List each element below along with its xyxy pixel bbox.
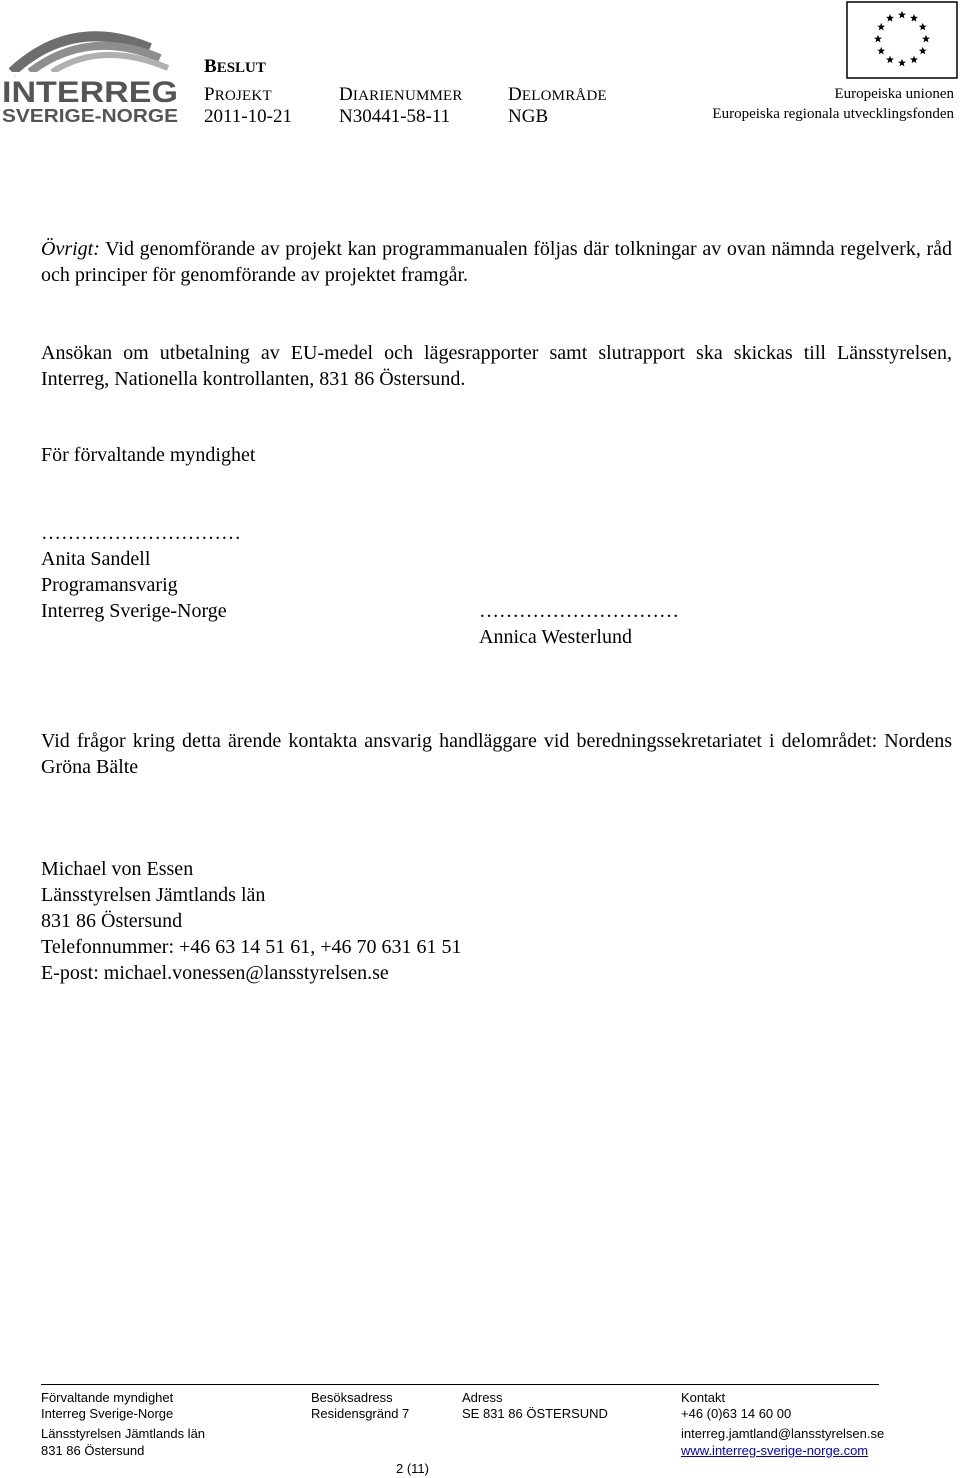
signer1-org: Interreg Sverige-Norge: [41, 600, 227, 622]
ansokan-paragraph: Ansökan om utbetalning av EU-medel och lägesrapporter samt slutrapport ska skickas till Länsstyrelsen, Interreg, Nationella kontrollanten, 831 86 Östersund.: [41, 342, 952, 390]
eu-line1: Europeiska unionen: [834, 86, 954, 102]
document-type: [204, 56, 266, 78]
contact-email: E-post: michael.vonessen@lansstyrelsen.se: [41, 962, 389, 984]
footer-col2-head: Besöksadress: [311, 1390, 393, 1405]
footer-website-link[interactable]: www.interreg-sverige-norge.com: [681, 1443, 869, 1458]
ovrigt-label: Övrigt:: [41, 238, 100, 260]
projekt-value: 2011-10-21: [204, 106, 292, 127]
signer2-name: Annica Westerlund: [479, 626, 632, 648]
contact-org: Länsstyrelsen Jämtlands län: [41, 884, 266, 906]
footer-col4-line2: interreg.jamtland@lansstyrelsen.se: [681, 1426, 885, 1441]
contact-name: Michael von Essen: [41, 858, 194, 880]
fragor-paragraph: Vid frågor kring detta ärende kontakta ansvarig handläggare vid beredningssekretariatet i delområdet: Nordens Gröna Bälte: [41, 730, 952, 778]
diarienummer-value: N30441-58-11: [339, 106, 451, 127]
delomrade-label: DELOMRÅDE: [508, 84, 607, 105]
signer1-name: Anita Sandell: [41, 548, 151, 570]
interreg-logo: [0, 8, 182, 126]
delomrade-value: NGB: [508, 106, 549, 127]
footer-col3-head: Adress: [462, 1390, 503, 1405]
for-myndighet: För förvaltande myndighet: [41, 444, 256, 466]
footer-col4-head: Kontakt: [681, 1390, 726, 1405]
footer-col1-line3: 831 86 Östersund: [41, 1443, 145, 1458]
footer-col3-line1: SE 831 86 ÖSTERSUND: [462, 1406, 608, 1421]
footer-col2-line1: Residensgränd 7: [311, 1406, 410, 1421]
eu-flag-icon: [846, 1, 958, 79]
ovrigt-text: Vid genomförande av projekt kan programmanualen följas där tolkningar av ovan nämnda regelverk, råd och principer för genomförande av projektet framgår.: [41, 238, 952, 286]
footer-col4-line3[interactable]: [681, 1443, 868, 1459]
projekt-label: PROJEKT: [204, 84, 272, 105]
document-type-text: BESLUT: [204, 56, 266, 77]
signer1-title: Programansvarig: [41, 574, 178, 596]
page-number: 2 (11): [396, 1461, 429, 1476]
diarienummer-label: DIARIENUMMER: [339, 84, 463, 105]
footer-col1-line2: Länsstyrelsen Jämtlands län: [41, 1426, 206, 1441]
footer-col1-line1: Interreg Sverige-Norge: [41, 1406, 174, 1421]
signature-line-1: …………………………: [41, 522, 241, 544]
footer-divider: [41, 1384, 879, 1385]
contact-phone: Telefonnummer: +46 63 14 51 61, +46 70 631 61 51: [41, 936, 462, 958]
logo-line1: INTERREG: [2, 76, 178, 109]
footer-col4-line1: +46 (0)63 14 60 00: [681, 1406, 792, 1421]
eu-line2: Europeiska regionala utvecklingsfonden: [712, 106, 954, 122]
logo-line2: SVERIGE-NORGE: [2, 106, 179, 126]
signature-line-2: …………………………: [479, 600, 679, 622]
contact-city: 831 86 Östersund: [41, 910, 183, 932]
footer-col1-head: Förvaltande myndighet: [41, 1390, 174, 1405]
ovrigt-paragraph: [41, 236, 952, 288]
